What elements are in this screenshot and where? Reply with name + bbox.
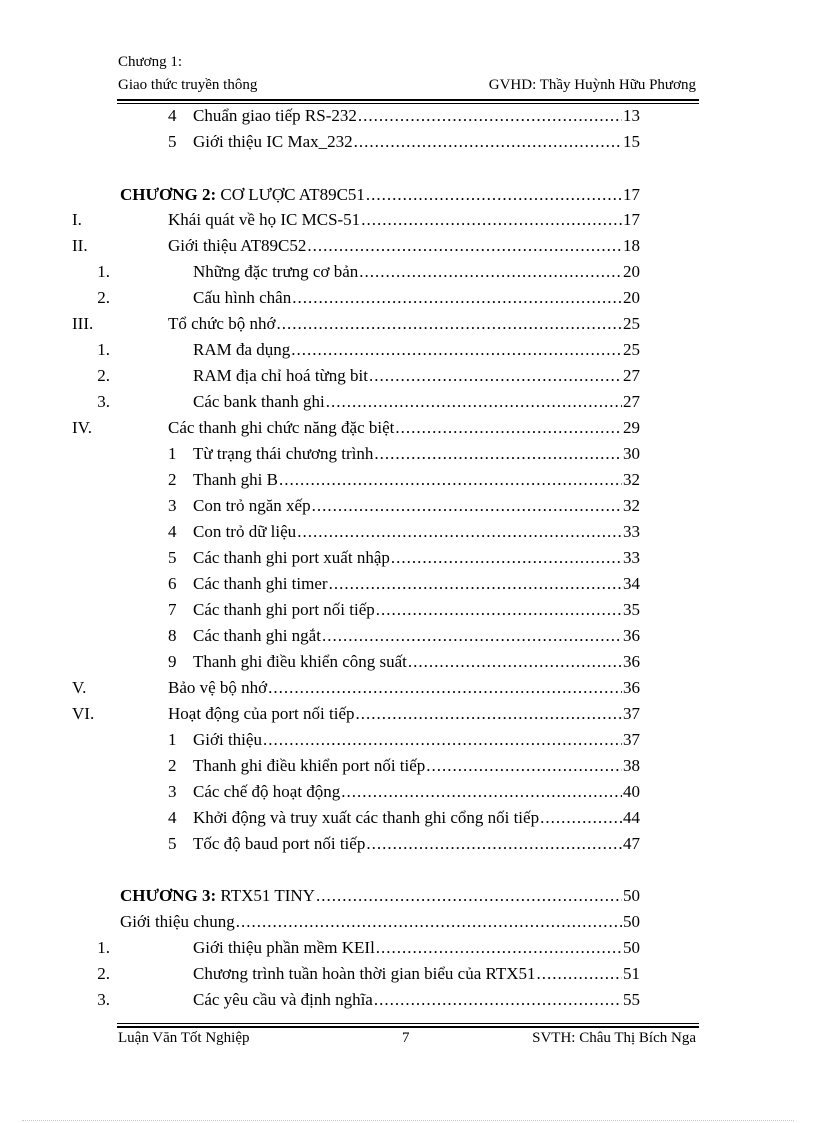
toc-entry-title: Khởi động và truy xuất các thanh ghi cổng nối tiếp bbox=[193, 808, 540, 827]
dot-leader bbox=[279, 468, 622, 492]
dot-leader bbox=[356, 702, 623, 726]
footer-page-number: 7 bbox=[402, 1030, 410, 1046]
toc-entry bbox=[0, 676, 816, 700]
toc-entry-line bbox=[193, 286, 640, 310]
toc-entry-number: II. bbox=[72, 236, 88, 255]
dot-leader bbox=[391, 546, 622, 570]
toc-entry-number: 3. bbox=[97, 392, 110, 411]
toc-entry-title: Hoạt động của port nối tiếp bbox=[168, 704, 355, 723]
toc-entry-number: IV. bbox=[72, 418, 92, 437]
toc-entry-line bbox=[193, 624, 640, 648]
toc-entry-number: 4 bbox=[168, 522, 177, 541]
toc-entry bbox=[0, 832, 816, 856]
toc-entry-page: 50 bbox=[623, 912, 640, 931]
toc-entry-number: I. bbox=[72, 210, 82, 229]
toc-entry bbox=[0, 183, 816, 207]
dot-leader bbox=[369, 364, 622, 388]
dot-leader bbox=[537, 962, 622, 986]
toc-entry-line bbox=[193, 780, 640, 804]
dot-leader bbox=[426, 754, 622, 778]
toc-entry-page: 13 bbox=[623, 106, 640, 125]
header-topic: Giao thức truyền thông bbox=[118, 77, 258, 93]
toc-entry bbox=[0, 806, 816, 830]
toc-entry-page: 36 bbox=[623, 678, 640, 697]
dot-leader bbox=[307, 234, 622, 258]
toc-entry-line bbox=[193, 546, 640, 570]
toc-entry-number: 5 bbox=[168, 834, 177, 853]
toc-entry-title: Con trỏ dữ liệu bbox=[193, 522, 297, 541]
dot-leader bbox=[292, 286, 622, 310]
toc-entry-page: 55 bbox=[623, 990, 640, 1009]
toc-entry-page: 25 bbox=[623, 314, 640, 333]
toc-entry-page: 18 bbox=[623, 236, 640, 255]
toc-entry-line bbox=[120, 183, 640, 207]
dot-leader bbox=[374, 988, 622, 1012]
toc-entry-line bbox=[193, 104, 640, 128]
header-rule bbox=[117, 99, 699, 101]
dot-leader bbox=[291, 338, 622, 362]
toc-entry-page: 27 bbox=[623, 366, 640, 385]
dot-leader bbox=[326, 390, 622, 414]
toc-entry-number: III. bbox=[72, 314, 94, 333]
toc-entry-line bbox=[193, 936, 640, 960]
footer-rule bbox=[117, 1026, 699, 1028]
toc-entry-line bbox=[193, 988, 640, 1012]
toc-entry-page: 20 bbox=[623, 262, 640, 281]
toc-entry-number: 1 bbox=[168, 444, 177, 463]
toc-entry-number: 1. bbox=[97, 938, 110, 957]
toc-entry-title: Tổ chức bộ nhớ bbox=[168, 314, 276, 333]
toc-entry-number: 4 bbox=[168, 808, 177, 827]
toc-entry-line bbox=[168, 312, 640, 336]
dot-leader bbox=[395, 416, 622, 440]
toc-entry-page: 20 bbox=[623, 288, 640, 307]
toc-entry-line bbox=[168, 702, 640, 726]
dot-leader bbox=[374, 442, 622, 466]
toc-entry bbox=[0, 884, 816, 908]
toc-entry-title: Các thanh ghi timer bbox=[193, 574, 328, 593]
dot-leader bbox=[297, 520, 622, 544]
toc-entry-page: 17 bbox=[623, 210, 640, 229]
toc-entry-page: 47 bbox=[623, 834, 640, 853]
toc-entry-line bbox=[193, 390, 640, 414]
toc-entry bbox=[0, 286, 816, 310]
toc-entry-page: 15 bbox=[623, 132, 640, 151]
dot-leader bbox=[366, 832, 622, 856]
toc-entry bbox=[0, 910, 816, 934]
toc-entry-title: RTX51 TINY bbox=[220, 886, 315, 905]
toc-entry-number: 2 bbox=[168, 470, 177, 489]
toc-entry-page: 32 bbox=[623, 496, 640, 515]
toc-entry-number: 1. bbox=[97, 262, 110, 281]
footer-thesis-label: Luận Văn Tốt Nghiệp bbox=[118, 1030, 250, 1046]
toc-entry-line bbox=[193, 754, 640, 778]
toc-entry-title: Giới thiệu bbox=[193, 730, 262, 749]
toc-entry bbox=[0, 234, 816, 258]
dot-leader bbox=[341, 780, 622, 804]
dot-leader bbox=[329, 572, 622, 596]
toc-entry-number: 3 bbox=[168, 496, 177, 515]
toc-entry-title: CƠ LƯỢC AT89C51 bbox=[220, 185, 365, 204]
toc-entry bbox=[0, 936, 816, 960]
toc-entry bbox=[0, 702, 816, 726]
toc-entry-number: 2. bbox=[97, 288, 110, 307]
toc-entry-number: 1 bbox=[168, 730, 177, 749]
toc-entry-line bbox=[193, 442, 640, 466]
toc-entry-page: 25 bbox=[623, 340, 640, 359]
toc-entry bbox=[0, 754, 816, 778]
toc-entry-title: Các thanh ghi port nối tiếp bbox=[193, 600, 375, 619]
toc-entry bbox=[0, 598, 816, 622]
toc-entry-page: 34 bbox=[623, 574, 640, 593]
toc-entry-number: 2. bbox=[97, 964, 110, 983]
toc-entry-line bbox=[193, 598, 640, 622]
toc-entry bbox=[0, 208, 816, 232]
toc-entry-title: Các bank thanh ghi bbox=[193, 392, 325, 411]
dot-leader bbox=[312, 494, 622, 518]
toc-entry-number: 6 bbox=[168, 574, 177, 593]
toc-entry-title: Khái quát về họ IC MCS-51 bbox=[168, 210, 361, 229]
toc-entry-page: 17 bbox=[623, 185, 640, 204]
toc-entry-line bbox=[168, 208, 640, 232]
dot-leader bbox=[361, 208, 622, 232]
toc-entry-title: RAM địa chỉ hoá từng bit bbox=[193, 366, 368, 385]
toc-entry-page: 30 bbox=[623, 444, 640, 463]
toc-entry-title: Từ trạng thái chương trình bbox=[193, 444, 374, 463]
toc-entry-line bbox=[193, 338, 640, 362]
toc-entry bbox=[0, 130, 816, 154]
toc-entry-title: Các yêu cầu và định nghĩa bbox=[193, 990, 373, 1009]
toc-entry-title: Các thanh ghi ngắt bbox=[193, 626, 321, 645]
toc-entry-page: 38 bbox=[623, 756, 640, 775]
toc-entry-title: Các thanh ghi port xuất nhập bbox=[193, 548, 390, 567]
toc-entry-number: 3 bbox=[168, 782, 177, 801]
toc-entry-number: VI. bbox=[72, 704, 95, 723]
toc-entry bbox=[0, 390, 816, 414]
toc-entry bbox=[0, 546, 816, 570]
toc-entry-number: 4 bbox=[168, 106, 177, 125]
toc-entry bbox=[0, 260, 816, 284]
toc-entry-title: RAM đa dụng bbox=[193, 340, 291, 359]
toc-entry-line bbox=[193, 806, 640, 830]
toc-entry-line bbox=[168, 416, 640, 440]
toc-entry bbox=[0, 104, 816, 128]
chapter-label: CHƯƠNG 2: bbox=[120, 185, 217, 204]
toc-entry-title: Bảo vệ bộ nhớ bbox=[168, 678, 268, 697]
toc-entry-title: Chương trình tuần hoàn thời gian biểu của RTX51 bbox=[193, 964, 536, 983]
toc-entry-number: 2. bbox=[97, 366, 110, 385]
toc-entry-line bbox=[193, 494, 640, 518]
toc-entry-title: Các thanh ghi chức năng đặc biệt bbox=[168, 418, 395, 437]
toc-entry bbox=[0, 468, 816, 492]
dot-leader bbox=[408, 650, 622, 674]
toc-entry-line bbox=[168, 676, 640, 700]
toc-entry-line bbox=[168, 234, 640, 258]
toc-entry bbox=[0, 624, 816, 648]
toc-entry bbox=[0, 962, 816, 986]
toc-entry bbox=[0, 494, 816, 518]
toc-entry-page: 37 bbox=[623, 730, 640, 749]
dot-leader bbox=[376, 936, 622, 960]
dot-leader bbox=[322, 624, 622, 648]
toc-entry-page: 27 bbox=[623, 392, 640, 411]
toc-entry-page: 40 bbox=[623, 782, 640, 801]
dot-leader bbox=[268, 676, 622, 700]
dot-leader bbox=[359, 260, 622, 284]
toc-entry-title: Giới thiệu phần mềm KEIl bbox=[193, 938, 375, 957]
dot-leader bbox=[540, 806, 622, 830]
toc-entry-title: Thanh ghi điều khiển port nối tiếp bbox=[193, 756, 426, 775]
dot-leader bbox=[236, 910, 622, 934]
toc-entry-line bbox=[193, 832, 640, 856]
toc-entry bbox=[0, 728, 816, 752]
toc-entry-page: 50 bbox=[623, 938, 640, 957]
toc-entry-number: 5 bbox=[168, 548, 177, 567]
footer-student: SVTH: Châu Thị Bích Nga bbox=[532, 1030, 696, 1046]
toc-entry-page: 32 bbox=[623, 470, 640, 489]
dot-leader bbox=[358, 104, 622, 128]
dot-leader bbox=[354, 130, 622, 154]
toc-entry-title: Thanh ghi điều khiển công suất bbox=[193, 652, 407, 671]
toc-entry-line bbox=[193, 650, 640, 674]
toc-entry-page: 33 bbox=[623, 522, 640, 541]
toc-entry-title: Giới thiệu IC Max_232 bbox=[193, 132, 353, 151]
toc-entry-line bbox=[193, 572, 640, 596]
toc-entry-page: 50 bbox=[623, 886, 640, 905]
toc-entry-line bbox=[120, 884, 640, 908]
toc-entry-page: 35 bbox=[623, 600, 640, 619]
toc-entry-number: 1. bbox=[97, 340, 110, 359]
header-chapter: Chương 1: bbox=[118, 54, 182, 70]
toc-entry-line bbox=[193, 520, 640, 544]
toc-entry bbox=[0, 520, 816, 544]
toc-entry-line bbox=[193, 260, 640, 284]
toc-entry-title: Những đặc trưng cơ bản bbox=[193, 262, 359, 281]
toc-entry-number: V. bbox=[72, 678, 87, 697]
toc-entry-page: 33 bbox=[623, 548, 640, 567]
toc-entry-number: 2 bbox=[168, 756, 177, 775]
toc-entry-title: Giới thiệu AT89C52 bbox=[168, 236, 307, 255]
toc-entry bbox=[0, 988, 816, 1012]
toc-entry bbox=[0, 780, 816, 804]
toc-entry-title: Cấu hình chân bbox=[193, 288, 292, 307]
toc-entry-page: 37 bbox=[623, 704, 640, 723]
toc-entry-page: 36 bbox=[623, 652, 640, 671]
page-boundary bbox=[22, 1120, 794, 1121]
toc-entry-page: 51 bbox=[623, 964, 640, 983]
toc-entry-page: 29 bbox=[623, 418, 640, 437]
dot-leader bbox=[316, 884, 622, 908]
toc-entry-title: Các chế độ hoạt động bbox=[193, 782, 341, 801]
toc-entry-number: 8 bbox=[168, 626, 177, 645]
toc-entry-page: 44 bbox=[623, 808, 640, 827]
toc-entry-number: 3. bbox=[97, 990, 110, 1009]
toc-entry-line bbox=[193, 962, 640, 986]
toc-entry-line bbox=[193, 468, 640, 492]
toc-entry-line bbox=[120, 910, 640, 934]
toc-entry-title: Tốc độ baud port nối tiếp bbox=[193, 834, 366, 853]
toc-entry-title: Giới thiệu chung bbox=[120, 912, 235, 931]
chapter-label: CHƯƠNG 3: bbox=[120, 886, 217, 905]
toc-entry-line bbox=[193, 728, 640, 752]
toc-entry bbox=[0, 572, 816, 596]
toc-entry-page: 36 bbox=[623, 626, 640, 645]
toc-entry-title: Thanh ghi B bbox=[193, 470, 278, 489]
toc-entry-title: Con trỏ ngăn xếp bbox=[193, 496, 311, 515]
toc-entry-title: Chuẩn giao tiếp RS-232 bbox=[193, 106, 357, 125]
dot-leader bbox=[276, 312, 622, 336]
toc-entry bbox=[0, 312, 816, 336]
toc-entry bbox=[0, 364, 816, 388]
toc-entry bbox=[0, 416, 816, 440]
dot-leader bbox=[376, 598, 622, 622]
toc-entry bbox=[0, 442, 816, 466]
dot-leader bbox=[366, 183, 622, 207]
toc-entry-line bbox=[193, 364, 640, 388]
toc-entry-number: 9 bbox=[168, 652, 177, 671]
header-advisor: GVHD: Thầy Huỳnh Hữu Phương bbox=[488, 77, 696, 93]
toc-entry-number: 7 bbox=[168, 600, 177, 619]
dot-leader bbox=[263, 728, 622, 752]
toc-entry bbox=[0, 338, 816, 362]
toc-entry-line bbox=[193, 130, 640, 154]
footer-rule-thin bbox=[117, 1023, 699, 1024]
toc-entry bbox=[0, 650, 816, 674]
toc-entry-number: 5 bbox=[168, 132, 177, 151]
